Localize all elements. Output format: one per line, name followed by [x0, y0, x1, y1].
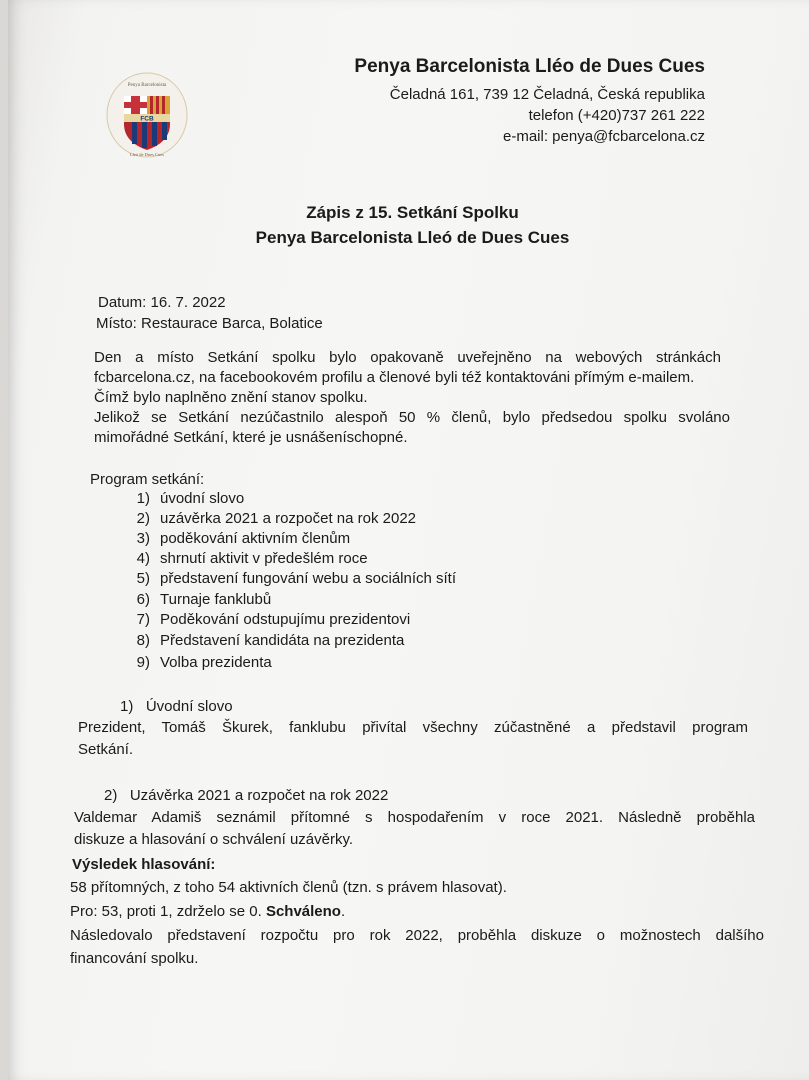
program-item-number: 8): [136, 632, 150, 649]
intro-line: Den a místo Setkání spolku bylo opakovaně uveřejněno na webových stránkách: [94, 349, 721, 366]
program-item-number: 4): [136, 550, 150, 567]
logo-bottom-text: Lleó de Dues Cues: [129, 152, 165, 157]
section-1-line: Prezident, Tomáš Škurek, fanklubu přivítal všechny zúčastněné a představil program: [78, 719, 748, 736]
program-item-number: 3): [136, 530, 150, 547]
org-address: Čeladná 161, 739 12 Čeladná, Česká republika: [389, 86, 705, 103]
program-item: [120, 510, 416, 527]
intro-line: fcbarcelona.cz, na facebookovém profilu a členové byli též kontaktováni přímým e-mailem.: [94, 369, 695, 386]
vote-counts: Pro: 53, proti 1, zdrželo se 0.: [70, 903, 266, 920]
program-item-number: 5): [136, 570, 150, 587]
document-page: [8, 0, 809, 1080]
document-subtitle: Penya Barcelonista Lleó de Dues Cues: [255, 228, 570, 247]
program-item-text: Turnaje fanklubů: [160, 591, 272, 608]
section-2-line: financování spolku.: [70, 950, 199, 967]
fanclub-logo: [106, 72, 188, 158]
section-2-heading: 2) Uzávěrka 2021 a rozpočet na rok 2022: [104, 787, 389, 804]
section-1-line: Setkání.: [78, 741, 134, 758]
program-item-text: poděkování aktivním členům: [160, 530, 351, 547]
program-item-text: představení fungování webu a sociálních sítí: [160, 570, 457, 587]
org-phone: telefon (+420)737 261 222: [528, 107, 705, 124]
program-item: [120, 530, 350, 547]
program-item-text: Volba prezidenta: [160, 654, 272, 671]
program-item-number: 1): [136, 490, 150, 507]
program-item: [120, 591, 271, 608]
program-item-text: Poděkování odstupujímu prezidentovi: [160, 611, 411, 628]
program-item: [120, 654, 272, 671]
program-item-text: uzávěrka 2021 a rozpočet na rok 2022: [160, 510, 417, 527]
meeting-place: Místo: Restaurace Barca, Bolatice: [96, 315, 323, 332]
org-name: Penya Barcelonista Lléo de Dues Cues: [354, 56, 705, 77]
program-item-number: 7): [136, 611, 150, 628]
intro-line: Jelikož se Setkání nezúčastnilo alespoň 50 % členů, bylo předsedou spolku svoláno: [94, 409, 730, 426]
program-item: [120, 490, 244, 507]
letterhead: [354, 56, 705, 147]
program-item-text: úvodní slovo: [160, 490, 245, 507]
program-item: [120, 611, 410, 628]
vote-result-heading: Výsledek hlasování:: [72, 856, 216, 873]
program-item-number: 2): [136, 510, 150, 527]
document-title: Zápis z 15. Setkání Spolku: [306, 203, 519, 222]
vote-attendance: 58 přítomných, z toho 54 aktivních členů (tzn. s právem hlasovat).: [70, 879, 507, 896]
program-item-number: 9): [136, 654, 150, 671]
program-item-text: shrnutí aktivit v předešlém roce: [160, 550, 368, 567]
section-2-line: Následovalo představení rozpočtu pro rok 2022, proběhla diskuze o možnostech dalšího: [70, 927, 764, 944]
logo-top-text: Penya Barcelonista: [127, 83, 167, 88]
program-item: [120, 632, 404, 649]
program-heading: Program setkání:: [90, 471, 205, 488]
vote-counts-line: [70, 902, 345, 922]
intro-line: Čímž bylo naplněno znění stanov spolku.: [94, 389, 368, 406]
meeting-date: Datum: 16. 7. 2022: [98, 294, 226, 311]
section-1-heading: 1) Úvodní slovo: [120, 698, 233, 715]
org-email: e-mail: penya@fcbarcelona.cz: [503, 128, 705, 145]
vote-period: .: [340, 903, 346, 920]
intro-line: mimořádné Setkání, které je usnášeníschopné.: [94, 429, 408, 446]
section-2-line: Valdemar Adamiš seznámil přítomné s hospodařením v roce 2021. Následně proběhla: [74, 809, 755, 826]
vote-result: Schváleno: [265, 903, 341, 920]
program-item: [120, 550, 368, 567]
program-item: [120, 570, 456, 587]
program-item-text: Představení kandidáta na prezidenta: [160, 632, 405, 649]
logo-crest-text: FCB: [140, 115, 154, 123]
program-item-number: 6): [136, 591, 150, 608]
section-2-line: diskuze a hlasování o schválení uzávěrky.: [74, 831, 354, 848]
